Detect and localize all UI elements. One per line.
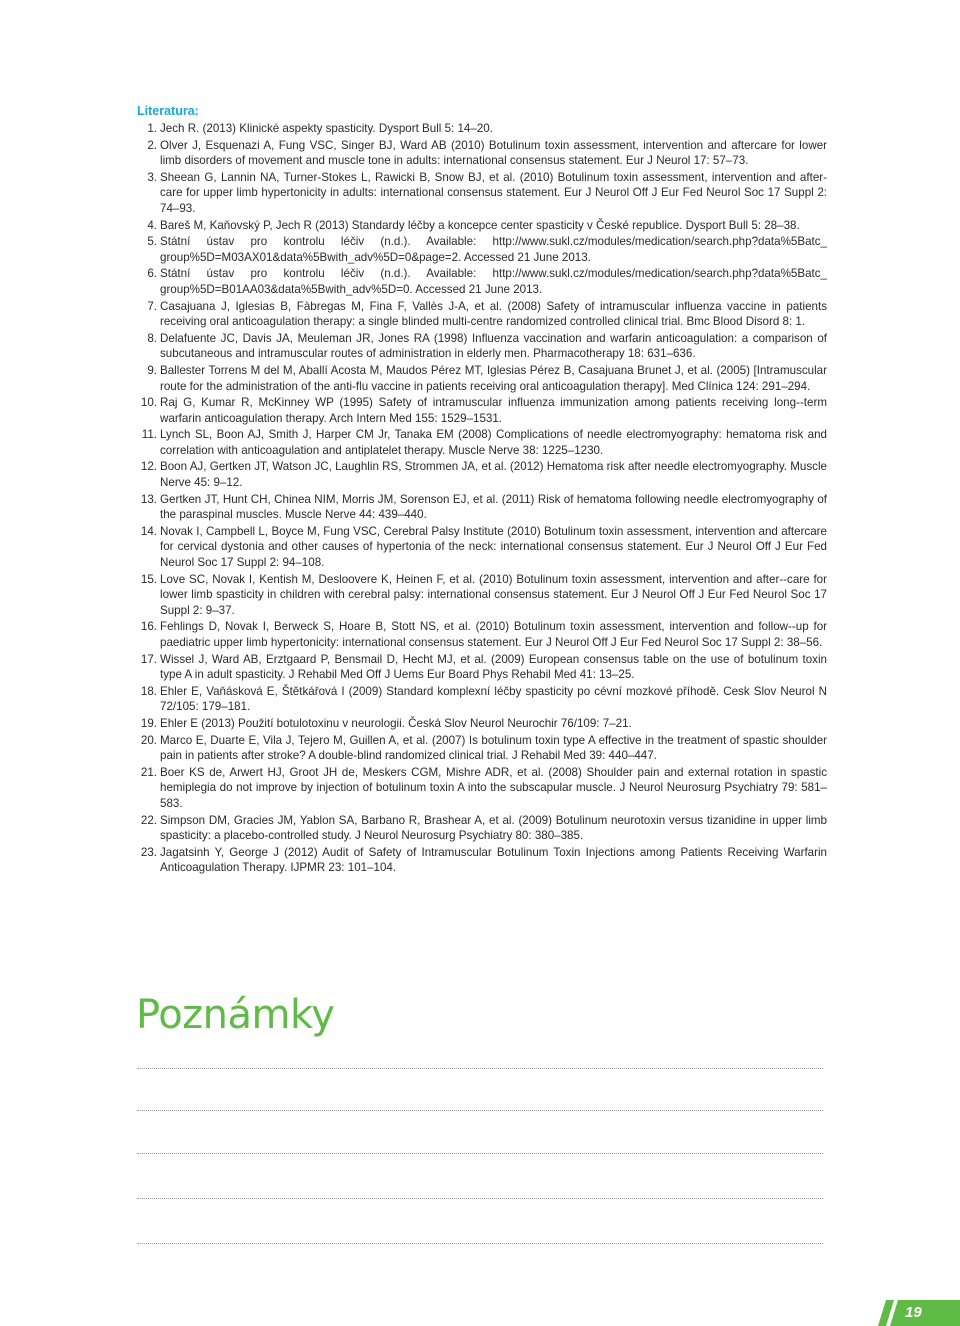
reference-text: Ehler E, Vaňásková E, Štětkářová I (2009) Standard komplexní léčby spasticity po cévní mozkové příhodě. Cesk Slov Neurol N 72/105: 179–181. [160,684,827,714]
reference-list [137,121,827,877]
reference-number: 6. [147,267,157,281]
note-line [137,1110,823,1111]
reference-item [137,121,827,137]
reference-item [137,813,827,844]
reference-text: Jagatsinh Y, George J (2012) Audit of Safety of Intramuscular Botulinum Toxin Injections among Patients Receiving Warfarin Anticoagulation Therapy. IJPMR 23: 101–104. [160,845,827,875]
reference-item [137,138,827,169]
reference-item [137,765,827,812]
reference-number: 12. [140,460,157,474]
reference-text: Ehler E (2013) Použití botulotoxinu v neurologii. Česká Slov Neurol Neurochir 76/109: 7–21. [160,716,632,730]
reference-number: 15. [140,572,157,586]
notes-title: Poznámky [136,992,335,1038]
reference-number: 20. [140,733,157,747]
reference-text: Wissel J, Ward AB, Erztgaard P, Bensmail D, Hecht MJ, et al. (2009) European consensus table on the use of botulinum toxin type A in adult spasticity. J Rehabil Med Off J Uems Eur Board Phys Rehabil Med 41: 13–25. [160,652,827,682]
reference-text: Jech R. (2013) Klinické aspekty spasticity. Dysport Bull 5: 14–20. [160,122,493,135]
reference-item [137,619,827,650]
note-line [137,1198,823,1199]
page-number: 19 [905,1304,922,1321]
reference-text: Lynch SL, Boon AJ, Smith J, Harper CM Jr, Tanaka EM (2008) Complications of needle electromyography: hematoma risk and correlation with anticoagulation and antiplatelet therapy. Muscle Nerve 38: 1225–1230. [160,428,827,457]
reference-text: Novak I, Campbell L, Boyce M, Fung VSC, Cerebral Palsy Institute (2010) Botulinum toxin assessment, intervention and aftercare for cervical dystonia and other causes of hypertonia of the neck: international consensus statement. Eur J Neurol Off J Eur Fed Neurol Soc 17 Suppl 2: 94–108. [160,524,827,570]
reference-number: 2. [147,138,157,152]
reference-item [137,716,827,732]
reference-item [137,524,827,571]
reference-item [137,218,827,234]
reference-text: Olver J, Esquenazi A, Fung VSC, Singer BJ, Ward AB (2010) Botulinum toxin assessment, intervention and aftercare for lower limb disorders of movement and muscle tone in adults: international consensus statement. Eur J Neurol 17: 57–73. [160,138,827,168]
reference-item [137,492,827,523]
reference-item [137,459,827,490]
reference-item [137,845,827,876]
reference-number: 10. [140,396,157,410]
reference-text: Delafuente JC, Davis JA, Meuleman JR, Jones RA (1998) Influenza vaccination and warfarin anticoagulation: a comparison of subcutaneous and intramuscular routes of administration in elderly men. Pharmacotherapy 18: 631–636. [160,331,827,361]
reference-number: 22. [140,813,157,827]
reference-number: 23. [140,845,157,859]
reference-item [137,299,827,330]
reference-number: 16. [140,620,157,634]
reference-item [137,652,827,683]
reference-number: 14. [140,524,157,538]
reference-text: Marco E, Duarte E, Vila J, Tejero M, Guillen A, et al. (2007) Is botulinum toxin type A effective in the treatment of spastic shoulder pain in patients after stroke? A double-blind randomized clinical trial. J Rehabil Med 39: 440–447. [160,733,827,763]
reference-item [137,331,827,362]
reference-text: Bareš M, Kaňovský P, Jech R (2013) Standardy léčby a koncepce center spasticity v České republice. Dysport Bull 5: 28–38. [160,218,800,232]
reference-number: 1. [147,122,157,135]
reference-number: 17. [140,652,157,666]
reference-number: 5. [147,235,157,249]
reference-number: 19. [140,716,157,730]
reference-text: Sheean G, Lannin NA, Turner-Stokes L, Rawicki B, Snow BJ, et al. (2010) Botulinum toxin assessment, intervention and after-care for upper limb hypertonicity in adults: international consensus statement. Eur J Neurol Off J Eur Fed Neurol Soc 17 Suppl 2: 74–93. [160,170,827,215]
reference-item [137,234,827,265]
reference-text: Boer KS de, Arwert HJ, Groot JH de, Meskers CGM, Mishre ADR, et al. (2008) Shoulder pain and external rotation in spastic hemiplegia do not improve by injection of botulinum toxin A into the subscapular muscle. J Neurol Neurosurg Psychiatry 79: 581–583. [160,765,827,810]
note-line [137,1153,823,1154]
reference-number: 9. [147,363,157,377]
reference-item [137,363,827,394]
reference-item [137,733,827,764]
reference-text: Státní ústav pro kontrolu léčiv (n.d.). Available: http://www.sukl.cz/modules/medication/search.php?data%5Batc_ group%5D=B01AA03&data%5Bwith_adv%5D=0. Accessed 21 June 2013. [160,267,827,296]
reference-item [137,395,827,426]
literature-heading: Literatura: [137,104,199,118]
reference-number: 13. [140,492,157,506]
reference-text: Státní ústav pro kontrolu léčiv (n.d.). Available: http://www.sukl.cz/modules/medication/search.php?data%5Batc_ group%5D=M03AX01&data%5Bwith_adv%5D=0&page=2. Accessed 21 June 2013. [160,235,827,264]
reference-number: 21. [140,765,157,779]
note-line [137,1243,823,1244]
reference-number: 11. [141,428,157,442]
reference-item [137,684,827,715]
reference-text: Fehlings D, Novak I, Berweck S, Hoare B, Stott NS, et al. (2010) Botulinum toxin assessment, intervention and follow--up for paediatric upper limb hypertonicity: international consensus statement. Eur J Neurol Off J Eur Fed Neurol Soc 17 Suppl 2: 38–56. [160,620,827,649]
reference-number: 4. [147,218,157,232]
reference-text: Simpson DM, Gracies JM, Yablon SA, Barbano R, Brashear A, et al. (2009) Botulinum neurotoxin versus tizanidine in upper limb spasticity: a placebo-controlled study. J Neurol Neurosurg Psychiatry 80: 380–385. [160,813,827,843]
reference-item [137,170,827,217]
reference-text: Love SC, Novak I, Kentish M, Desloovere K, Heinen F, et al. (2010) Botulinum toxin assessment, intervention and after--care for lower limb spasticity in children with cerebral palsy: international consensus statement. Eur J Neurol Off J Eur Fed Neurol Soc 17 Suppl 2: 9–37. [160,572,827,617]
reference-item [137,572,827,619]
reference-text: Raj G, Kumar R, McKinney WP (1995) Safety of intramuscular influenza immunization among patients receiving long--term warfarin anticoagulation therapy. Arch Intern Med 155: 1529–1531. [160,396,827,425]
reference-item [137,266,827,297]
reference-number: 7. [147,299,157,313]
reference-number: 8. [147,331,157,345]
reference-item [137,427,827,458]
reference-number: 3. [147,170,157,184]
reference-text: Boon AJ, Gertken JT, Watson JC, Laughlin RS, Strommen JA, et al. (2012) Hematoma risk after needle electromyography. Muscle Nerve 45: 9–12. [160,460,827,490]
reference-number: 18. [140,684,157,698]
reference-text: Gertken JT, Hunt CH, Chinea NIM, Morris JM, Sorenson EJ, et al. (2011) Risk of hematoma following needle electromyography of the paraspinal muscles. Muscle Nerve 44: 439–440. [160,492,827,522]
note-line [137,1068,823,1069]
reference-text: Ballester Torrens M del M, Aballí Acosta M, Maudos Pérez MT, Iglesias Pérez B, Casajuana Brunet J, et al. (2005) [Intramuscular route for the administration of the anti-flu vaccine in patients receiving oral anticoagulation therapy]. Med Clínica 124: 291–294. [160,363,827,393]
reference-text: Casajuana J, Iglesias B, Fàbregas M, Fina F, Vallès J-A, et al. (2008) Safety of intramuscular influenza vaccine in patients receiving oral anticoagulation therapy: a single blinded multi-centre randomized controlled clinical trial. Bmc Blood Disord 8: 1. [160,299,827,329]
